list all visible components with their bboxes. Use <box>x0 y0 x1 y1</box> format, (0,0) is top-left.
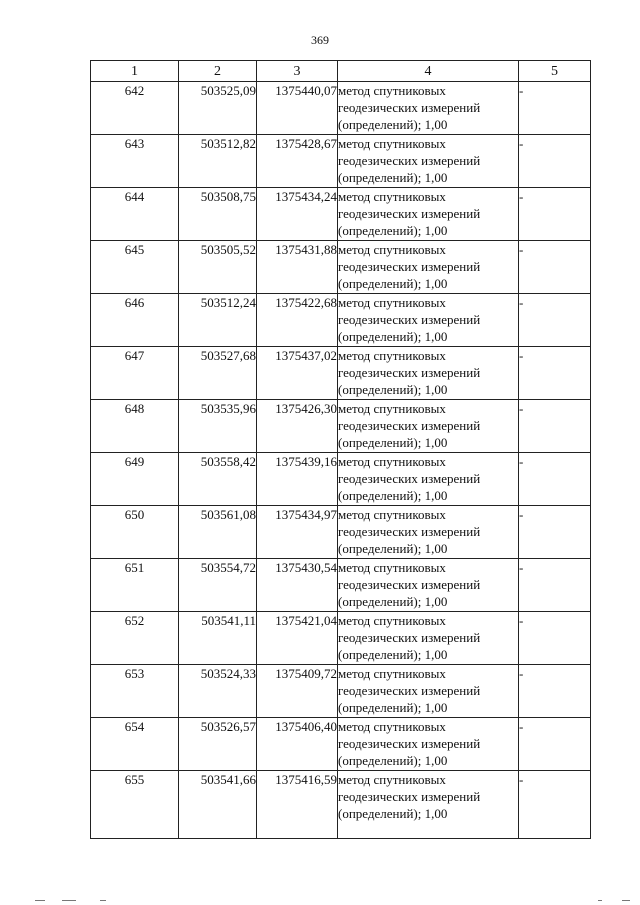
note-cell: - <box>519 453 591 506</box>
method-line: (определений); 1,00 <box>338 276 448 291</box>
x-coordinate-cell: 503527,68 <box>179 347 257 400</box>
method-cell <box>338 400 519 453</box>
x-coordinate-cell: 503524,33 <box>179 665 257 718</box>
x-coordinate-cell: 503526,57 <box>179 718 257 771</box>
y-coordinate-cell: 1375416,59 <box>257 771 338 839</box>
note-cell: - <box>519 294 591 347</box>
note-cell: - <box>519 135 591 188</box>
column-header-5: 5 <box>519 61 591 82</box>
coordinates-table <box>90 60 591 839</box>
method-line: (определений); 1,00 <box>338 541 448 556</box>
method-cell <box>338 506 519 559</box>
table-row <box>91 82 591 135</box>
method-line: геодезических измерений <box>338 206 481 221</box>
x-coordinate-cell: 503525,09 <box>179 82 257 135</box>
note-cell: - <box>519 241 591 294</box>
x-coordinate-cell: 503512,24 <box>179 294 257 347</box>
note-cell: - <box>519 347 591 400</box>
note-cell: - <box>519 559 591 612</box>
column-header-2: 2 <box>179 61 257 82</box>
y-coordinate-cell: 1375439,16 <box>257 453 338 506</box>
table-row <box>91 400 591 453</box>
method-line: (определений); 1,00 <box>338 806 448 821</box>
method-line: метод спутниковых <box>338 348 446 363</box>
point-number-cell: 650 <box>91 506 179 559</box>
point-number-cell: 655 <box>91 771 179 839</box>
method-line: метод спутниковых <box>338 136 446 151</box>
point-number-cell: 651 <box>91 559 179 612</box>
method-line: (определений); 1,00 <box>338 170 448 185</box>
point-number-cell: 644 <box>91 188 179 241</box>
method-line: метод спутниковых <box>338 507 446 522</box>
method-line: (определений); 1,00 <box>338 647 448 662</box>
table-row <box>91 506 591 559</box>
method-line: метод спутниковых <box>338 83 446 98</box>
note-cell: - <box>519 612 591 665</box>
x-coordinate-cell: 503535,96 <box>179 400 257 453</box>
method-line: метод спутниковых <box>338 772 446 787</box>
point-number-cell: 649 <box>91 453 179 506</box>
method-cell <box>338 771 519 839</box>
point-number-cell: 652 <box>91 612 179 665</box>
column-header-4: 4 <box>338 61 519 82</box>
y-coordinate-cell: 1375421,04 <box>257 612 338 665</box>
table-body <box>91 82 591 839</box>
table-row <box>91 188 591 241</box>
method-line: геодезических измерений <box>338 153 481 168</box>
method-line: геодезических измерений <box>338 418 481 433</box>
table-row <box>91 612 591 665</box>
method-line: (определений); 1,00 <box>338 223 448 238</box>
table-row <box>91 453 591 506</box>
y-coordinate-cell: 1375430,54 <box>257 559 338 612</box>
note-cell: - <box>519 771 591 839</box>
scan-edge-marks <box>0 897 640 905</box>
method-cell <box>338 612 519 665</box>
y-coordinate-cell: 1375422,68 <box>257 294 338 347</box>
method-line: геодезических измерений <box>338 789 481 804</box>
note-cell: - <box>519 82 591 135</box>
method-line: (определений); 1,00 <box>338 382 448 397</box>
method-line: (определений); 1,00 <box>338 117 448 132</box>
table-row <box>91 771 591 839</box>
point-number-cell: 645 <box>91 241 179 294</box>
method-line: метод спутниковых <box>338 242 446 257</box>
method-cell <box>338 135 519 188</box>
y-coordinate-cell: 1375434,24 <box>257 188 338 241</box>
note-cell: - <box>519 718 591 771</box>
method-line: метод спутниковых <box>338 401 446 416</box>
method-line: (определений); 1,00 <box>338 753 448 768</box>
x-coordinate-cell: 503558,42 <box>179 453 257 506</box>
method-line: геодезических измерений <box>338 471 481 486</box>
y-coordinate-cell: 1375428,67 <box>257 135 338 188</box>
method-line: метод спутниковых <box>338 454 446 469</box>
method-line: метод спутниковых <box>338 189 446 204</box>
method-line: (определений); 1,00 <box>338 329 448 344</box>
page-number: 369 <box>311 33 329 47</box>
y-coordinate-cell: 1375431,88 <box>257 241 338 294</box>
method-cell <box>338 241 519 294</box>
table-row <box>91 241 591 294</box>
method-line: геодезических измерений <box>338 524 481 539</box>
y-coordinate-cell: 1375437,02 <box>257 347 338 400</box>
method-line: (определений); 1,00 <box>338 435 448 450</box>
method-cell <box>338 188 519 241</box>
method-line: метод спутниковых <box>338 560 446 575</box>
point-number-cell: 647 <box>91 347 179 400</box>
method-line: метод спутниковых <box>338 666 446 681</box>
note-cell: - <box>519 188 591 241</box>
y-coordinate-cell: 1375426,30 <box>257 400 338 453</box>
point-number-cell: 643 <box>91 135 179 188</box>
method-line: геодезических измерений <box>338 630 481 645</box>
method-line: метод спутниковых <box>338 613 446 628</box>
method-line: (определений); 1,00 <box>338 488 448 503</box>
table-row <box>91 347 591 400</box>
method-line: метод спутниковых <box>338 295 446 310</box>
method-cell <box>338 82 519 135</box>
point-number-cell: 654 <box>91 718 179 771</box>
method-cell <box>338 559 519 612</box>
note-cell: - <box>519 400 591 453</box>
column-header-3: 3 <box>257 61 338 82</box>
x-coordinate-cell: 503512,82 <box>179 135 257 188</box>
method-cell <box>338 347 519 400</box>
table-row <box>91 559 591 612</box>
x-coordinate-cell: 503505,52 <box>179 241 257 294</box>
y-coordinate-cell: 1375434,97 <box>257 506 338 559</box>
method-line: геодезических измерений <box>338 365 481 380</box>
method-line: (определений); 1,00 <box>338 700 448 715</box>
method-line: метод спутниковых <box>338 719 446 734</box>
x-coordinate-cell: 503554,72 <box>179 559 257 612</box>
method-cell <box>338 453 519 506</box>
note-cell: - <box>519 665 591 718</box>
x-coordinate-cell: 503541,11 <box>179 612 257 665</box>
method-cell <box>338 718 519 771</box>
table-row <box>91 294 591 347</box>
y-coordinate-cell: 1375440,07 <box>257 82 338 135</box>
method-line: геодезических измерений <box>338 577 481 592</box>
y-coordinate-cell: 1375409,72 <box>257 665 338 718</box>
method-cell <box>338 294 519 347</box>
note-cell: - <box>519 506 591 559</box>
point-number-cell: 646 <box>91 294 179 347</box>
point-number-cell: 653 <box>91 665 179 718</box>
method-cell <box>338 665 519 718</box>
point-number-cell: 648 <box>91 400 179 453</box>
method-line: геодезических измерений <box>338 736 481 751</box>
table-row <box>91 718 591 771</box>
x-coordinate-cell: 503508,75 <box>179 188 257 241</box>
table-row <box>91 665 591 718</box>
point-number-cell: 642 <box>91 82 179 135</box>
y-coordinate-cell: 1375406,40 <box>257 718 338 771</box>
method-line: геодезических измерений <box>338 683 481 698</box>
x-coordinate-cell: 503561,08 <box>179 506 257 559</box>
x-coordinate-cell: 503541,66 <box>179 771 257 839</box>
method-line: геодезических измерений <box>338 100 481 115</box>
method-line: геодезических измерений <box>338 312 481 327</box>
column-header-1: 1 <box>91 61 179 82</box>
table-row <box>91 135 591 188</box>
method-line: (определений); 1,00 <box>338 594 448 609</box>
table-header-row <box>91 61 591 82</box>
method-line: геодезических измерений <box>338 259 481 274</box>
